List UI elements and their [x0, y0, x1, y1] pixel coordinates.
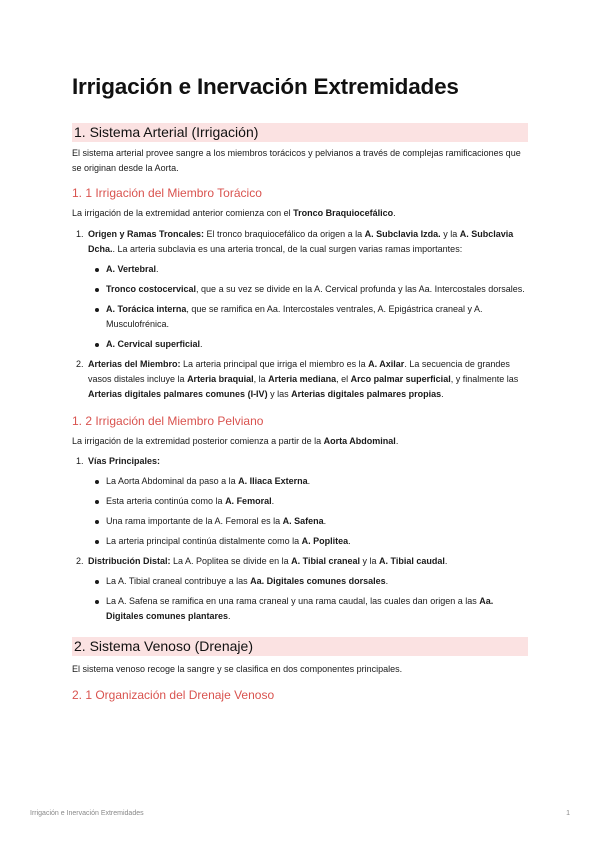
paragraph-toracico-intro: La irrigación de la extremidad anterior comienza con el Tronco Braquiocefálico. — [72, 208, 396, 218]
footer-title: Irrigación e Inervación Extremidades — [30, 810, 144, 817]
section-heading-venoso: 2. Sistema Venoso (Drenaje) — [72, 637, 528, 656]
bullet-list — [88, 262, 528, 352]
page-footer — [30, 810, 570, 817]
list-item: La arteria principal continúa distalmente como la A. Poplitea. — [106, 534, 528, 549]
section-heading-arterial: 1. Sistema Arterial (Irrigación) — [72, 123, 528, 142]
list-item: 1. Vías Principales: La Aorta Abdominal da paso a la A. Iliaca Externa. Esta arteria continúa como la A. Femoral. Una rama importante de la A. Femoral es la A. Safena. La arteria principal continúa distalmente como la A. Poplitea. — [86, 454, 528, 549]
ordered-list-pelviano — [72, 454, 528, 624]
list-item: Tronco costocervical, que a su vez se divide en la A. Cervical profunda y las Aa. Intercostales dorsales. — [106, 282, 528, 297]
list-item: 2. Distribución Distal: La A. Poplitea se divide en la A. Tibial craneal y la A. Tibial caudal. La A. Tibial craneal contribuye a las Aa. Digitales comunes dorsales. La A. Safena se ramifica en una rama craneal y una rama caudal, las cuales dan origen a las Aa. Digitales comunes plantares. — [86, 554, 528, 624]
footer-page-number: 1 — [566, 810, 570, 817]
document-page — [72, 70, 528, 703]
section-intro-venoso: El sistema venoso recoge la sangre y se clasifica en dos componentes principales. — [72, 664, 403, 674]
list-item: Una rama importante de la A. Femoral es la A. Safena. — [106, 514, 528, 529]
subsection-heading-drenaje: 2. 1 Organización del Drenaje Venoso — [72, 688, 275, 702]
bullet-list — [88, 474, 528, 549]
list-item: A. Torácica interna, que se ramifica en Aa. Intercostales ventrales, A. Epigástrica craneal y A. Musculofrénica. — [106, 302, 528, 332]
section-intro-arterial: El sistema arterial provee sangre a los miembros torácicos y pelvianos a través de complejas ramificaciones que se originan desde la Aorta. — [72, 148, 521, 173]
list-item: La Aorta Abdominal da paso a la A. Iliaca Externa. — [106, 474, 528, 489]
list-item: La A. Safena se ramifica en una rama craneal y una rama caudal, las cuales dan origen a las Aa. Digitales comunes plantares. — [106, 594, 528, 624]
bullet-list — [88, 574, 528, 624]
list-item: Esta arteria continúa como la A. Femoral. — [106, 494, 528, 509]
document-title: Irrigación e Inervación Extremidades — [72, 74, 459, 99]
ordered-list-toracico — [72, 227, 528, 402]
list-item: 1. Origen y Ramas Troncales: El tronco braquiocefálico da origen a la A. Subclavia Izda. y la A. Subclavia Dcha.. La arteria subclavia es una arteria troncal, de la cual surgen varias ramas importantes: A. Vertebral. Tronco costocervical, que a su vez se divide en la A. Cervical profunda y las Aa. Intercostales dorsales. A. Torácica interna, que se ramifica en Aa. Intercostales ventrales, A. Epigástrica craneal y A. Musculofrénica. A. Cervical superficial. — [86, 227, 528, 352]
list-item: 2. Arterias del Miembro: La arteria principal que irriga el miembro es la A. Axilar. La secuencia de grandes vasos distales incluye la Arteria braquial, la Arteria mediana, el Arco palmar superficial, y finalmente las Arterias digitales palmares comunes (I-IV) y las Arterias digitales palmares propias. — [86, 357, 528, 402]
paragraph-pelviano-intro: La irrigación de la extremidad posterior comienza a partir de la Aorta Abdominal. — [72, 436, 399, 446]
list-item: La A. Tibial craneal contribuye a las Aa. Digitales comunes dorsales. — [106, 574, 528, 589]
list-item: A. Vertebral. — [106, 262, 528, 277]
list-item: A. Cervical superficial. — [106, 337, 528, 352]
subsection-heading-pelviano: 1. 2 Irrigación del Miembro Pelviano — [72, 414, 264, 428]
subsection-heading-toracico: 1. 1 Irrigación del Miembro Torácico — [72, 186, 262, 200]
